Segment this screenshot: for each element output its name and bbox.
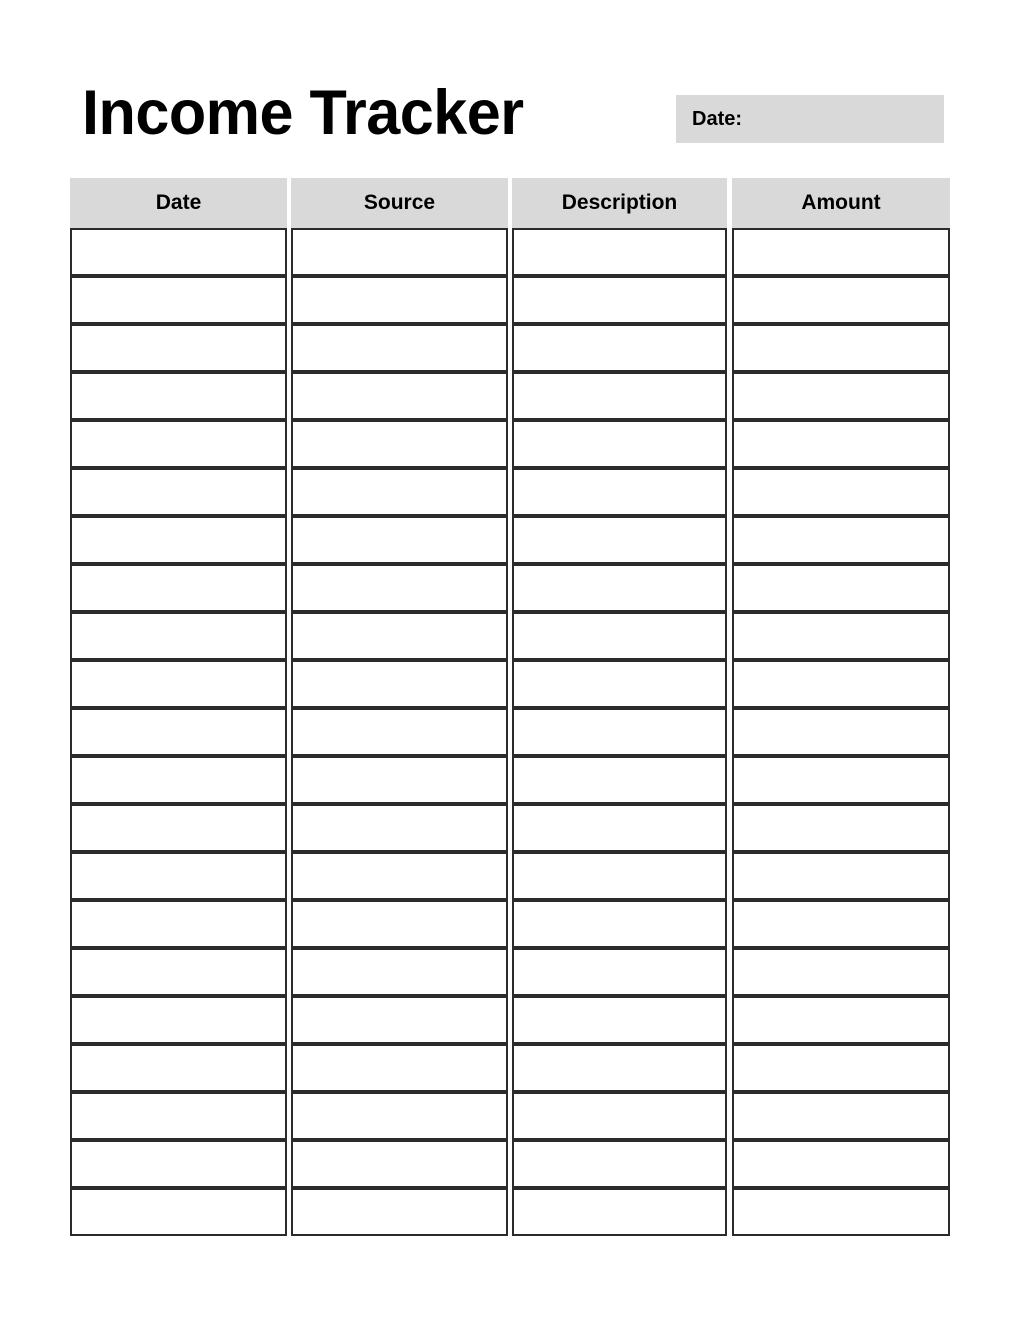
cell-amount[interactable] — [732, 1092, 950, 1140]
table-row — [70, 708, 950, 756]
column-header-date: Date — [70, 178, 287, 228]
cell-amount[interactable] — [732, 852, 950, 900]
cell-amount[interactable] — [732, 468, 950, 516]
cell-description[interactable] — [512, 468, 727, 516]
cell-amount[interactable] — [732, 564, 950, 612]
cell-amount[interactable] — [732, 660, 950, 708]
table-body — [70, 228, 950, 1236]
cell-description[interactable] — [512, 756, 727, 804]
cell-description[interactable] — [512, 1140, 727, 1188]
table-row — [70, 612, 950, 660]
cell-amount[interactable] — [732, 420, 950, 468]
cell-description[interactable] — [512, 564, 727, 612]
table-row — [70, 1044, 950, 1092]
date-field-label: Date: — [692, 108, 743, 130]
cell-date[interactable] — [70, 468, 287, 516]
cell-amount[interactable] — [732, 372, 950, 420]
cell-date[interactable] — [70, 804, 287, 852]
page-header — [0, 0, 1024, 178]
cell-source[interactable] — [291, 660, 508, 708]
cell-source[interactable] — [291, 612, 508, 660]
cell-description[interactable] — [512, 420, 727, 468]
cell-description[interactable] — [512, 660, 727, 708]
cell-amount[interactable] — [732, 1140, 950, 1188]
cell-description[interactable] — [512, 1092, 727, 1140]
cell-source[interactable] — [291, 276, 508, 324]
table-row — [70, 372, 950, 420]
cell-amount[interactable] — [732, 996, 950, 1044]
cell-amount[interactable] — [732, 324, 950, 372]
cell-date[interactable] — [70, 564, 287, 612]
table-row — [70, 804, 950, 852]
page-title: Income Tracker — [82, 78, 524, 148]
table-row — [70, 468, 950, 516]
cell-description[interactable] — [512, 276, 727, 324]
table-row — [70, 1092, 950, 1140]
cell-date[interactable] — [70, 276, 287, 324]
table-row — [70, 1140, 950, 1188]
cell-description[interactable] — [512, 900, 727, 948]
column-header-source: Source — [291, 178, 508, 228]
table-row — [70, 948, 950, 996]
cell-date[interactable] — [70, 372, 287, 420]
table-row — [70, 660, 950, 708]
table-row — [70, 276, 950, 324]
cell-description[interactable] — [512, 516, 727, 564]
cell-description[interactable] — [512, 996, 727, 1044]
cell-date[interactable] — [70, 228, 287, 276]
date-field[interactable] — [676, 95, 944, 143]
cell-source[interactable] — [291, 708, 508, 756]
cell-amount[interactable] — [732, 276, 950, 324]
cell-description[interactable] — [512, 804, 727, 852]
cell-date[interactable] — [70, 660, 287, 708]
cell-description[interactable] — [512, 852, 727, 900]
column-header-description: Description — [512, 178, 727, 228]
cell-description[interactable] — [512, 372, 727, 420]
cell-description[interactable] — [512, 948, 727, 996]
cell-source[interactable] — [291, 228, 508, 276]
cell-source[interactable] — [291, 1044, 508, 1092]
cell-date[interactable] — [70, 612, 287, 660]
cell-date[interactable] — [70, 852, 287, 900]
cell-date[interactable] — [70, 516, 287, 564]
cell-date[interactable] — [70, 1188, 287, 1236]
column-header-amount: Amount — [732, 178, 950, 228]
cell-date[interactable] — [70, 756, 287, 804]
cell-date[interactable] — [70, 420, 287, 468]
cell-source[interactable] — [291, 948, 508, 996]
cell-source[interactable] — [291, 804, 508, 852]
cell-source[interactable] — [291, 1140, 508, 1188]
cell-source[interactable] — [291, 900, 508, 948]
cell-source[interactable] — [291, 564, 508, 612]
table-row — [70, 564, 950, 612]
cell-amount[interactable] — [732, 948, 950, 996]
table-row — [70, 900, 950, 948]
cell-date[interactable] — [70, 1092, 287, 1140]
cell-date[interactable] — [70, 900, 287, 948]
table-row — [70, 324, 950, 372]
cell-description[interactable] — [512, 708, 727, 756]
table-header-row — [70, 178, 950, 228]
cell-description[interactable] — [512, 612, 727, 660]
cell-source[interactable] — [291, 324, 508, 372]
cell-amount[interactable] — [732, 1044, 950, 1092]
table-row — [70, 1188, 950, 1236]
table-row — [70, 228, 950, 276]
table-row — [70, 756, 950, 804]
cell-amount[interactable] — [732, 900, 950, 948]
cell-source[interactable] — [291, 420, 508, 468]
cell-date[interactable] — [70, 996, 287, 1044]
cell-amount[interactable] — [732, 756, 950, 804]
cell-source[interactable] — [291, 1188, 508, 1236]
cell-amount[interactable] — [732, 1188, 950, 1236]
table-row — [70, 420, 950, 468]
cell-date[interactable] — [70, 1140, 287, 1188]
table-row — [70, 852, 950, 900]
cell-source[interactable] — [291, 756, 508, 804]
cell-amount[interactable] — [732, 516, 950, 564]
cell-source[interactable] — [291, 516, 508, 564]
cell-source[interactable] — [291, 996, 508, 1044]
table-row — [70, 516, 950, 564]
income-tracker-table — [70, 178, 950, 1236]
cell-source[interactable] — [291, 372, 508, 420]
cell-description[interactable] — [512, 324, 727, 372]
table-row — [70, 996, 950, 1044]
cell-source[interactable] — [291, 468, 508, 516]
cell-amount[interactable] — [732, 228, 950, 276]
cell-date[interactable] — [70, 324, 287, 372]
cell-source[interactable] — [291, 852, 508, 900]
cell-description[interactable] — [512, 1188, 727, 1236]
cell-description[interactable] — [512, 1044, 727, 1092]
cell-amount[interactable] — [732, 708, 950, 756]
cell-description[interactable] — [512, 228, 727, 276]
cell-amount[interactable] — [732, 804, 950, 852]
cell-source[interactable] — [291, 1092, 508, 1140]
cell-date[interactable] — [70, 1044, 287, 1092]
cell-amount[interactable] — [732, 612, 950, 660]
cell-date[interactable] — [70, 948, 287, 996]
cell-date[interactable] — [70, 708, 287, 756]
